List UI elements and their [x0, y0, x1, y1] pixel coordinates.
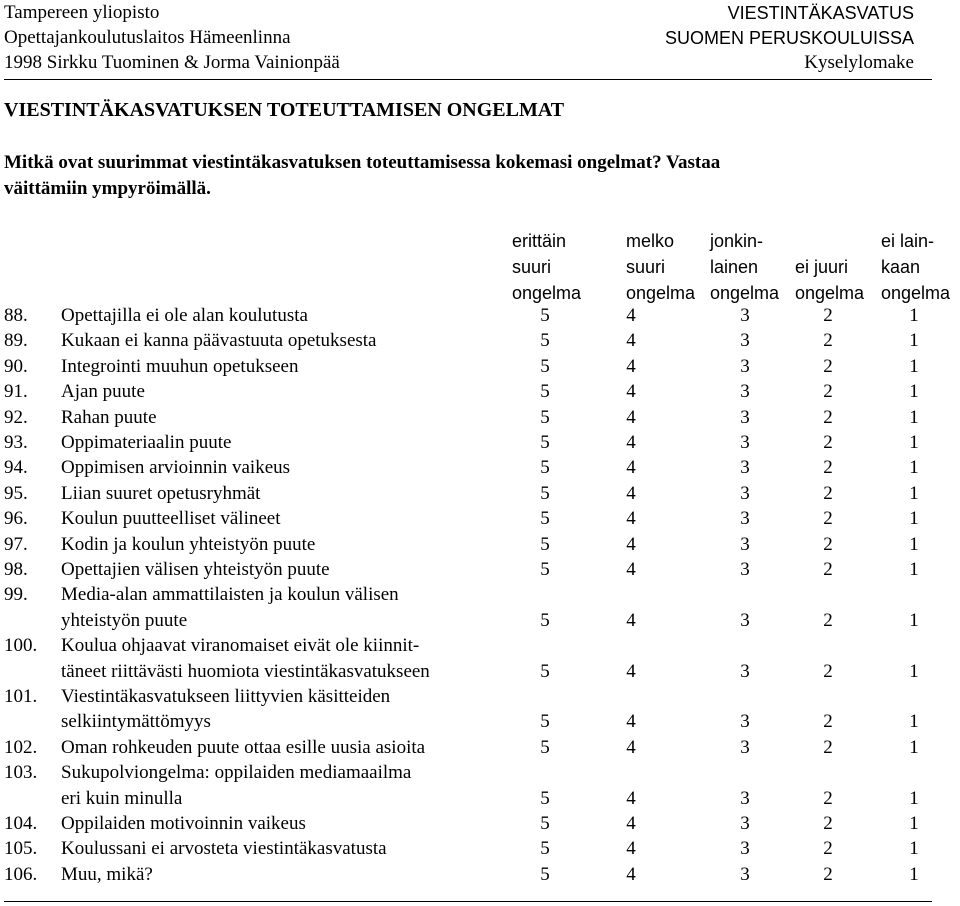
question-number: 92. [4, 406, 28, 428]
question-row [4, 557, 960, 582]
question-row [4, 481, 960, 506]
question-number: 94. [4, 457, 28, 479]
question-row [4, 354, 960, 379]
scale-option-5[interactable]: 5 [540, 406, 550, 428]
column-header-some: jonkin- lainen ongelma [710, 231, 780, 303]
scale-option-3[interactable]: 3 [740, 457, 750, 479]
question-number: 103. [4, 762, 38, 784]
scale-option-5[interactable]: 5 [540, 533, 550, 555]
scale-option-4[interactable]: 4 [626, 305, 636, 326]
scale-option-2[interactable]: 2 [823, 406, 833, 428]
scale-option-2[interactable]: 2 [823, 533, 833, 555]
scale-option-3[interactable]: 3 [740, 381, 750, 403]
scale-option-2[interactable]: 2 [823, 660, 833, 682]
scale-option-4[interactable]: 4 [626, 711, 636, 733]
scale-option-4[interactable]: 4 [626, 330, 636, 352]
scale-option-1[interactable]: 1 [909, 508, 919, 530]
scale-option-3[interactable]: 3 [740, 355, 750, 377]
scale-option-5[interactable]: 5 [540, 355, 550, 377]
question-row [4, 735, 960, 760]
question-text: Opettajilla ei ole alan koulutusta [61, 305, 308, 326]
question-number: 97. [4, 533, 28, 555]
column-header-not-at-all: ei lain- kaan ongelma [881, 231, 951, 303]
question-row [4, 303, 960, 328]
question-number: 88. [4, 305, 28, 326]
scale-option-1[interactable]: 1 [909, 457, 919, 479]
scale-option-2[interactable]: 2 [823, 305, 833, 326]
scale-option-5[interactable]: 5 [540, 838, 550, 860]
question-text: täneet riittävästi huomiota viestintäkasvatukseen [61, 660, 430, 682]
scale-option-2[interactable]: 2 [823, 711, 833, 733]
scale-option-3[interactable]: 3 [740, 482, 750, 504]
scale-option-1[interactable]: 1 [909, 482, 919, 504]
question-row [4, 328, 960, 353]
scale-option-1[interactable]: 1 [909, 432, 919, 453]
question-text: Liian suuret opetusryhmät [61, 482, 261, 504]
scale-option-1[interactable]: 1 [909, 305, 919, 326]
scale-option-5[interactable]: 5 [540, 508, 550, 530]
question-row [4, 836, 960, 861]
question-row [4, 405, 960, 430]
scale-option-3[interactable]: 3 [740, 838, 750, 860]
scale-option-3[interactable]: 3 [740, 711, 750, 733]
scale-option-1[interactable]: 1 [909, 559, 919, 580]
header-divider [4, 79, 932, 80]
question-text: Koulussani ei arvosteta viestintäkasvatusta [61, 838, 387, 860]
header-subject: VIESTINTÄKASVATUS [727, 3, 914, 23]
header-university: Tampereen yliopisto [4, 2, 160, 23]
question-number: 98. [4, 559, 28, 580]
scale-option-2[interactable]: 2 [823, 787, 833, 809]
question-row [4, 430, 960, 455]
scale-option-3[interactable]: 3 [740, 508, 750, 530]
scale-option-1[interactable]: 1 [909, 736, 919, 758]
question-row [4, 811, 960, 836]
scale-option-2[interactable]: 2 [823, 457, 833, 479]
scale-option-5[interactable]: 5 [540, 559, 550, 580]
question-number: 96. [4, 508, 28, 530]
scale-option-5[interactable]: 5 [540, 457, 550, 479]
scale-option-3[interactable]: 3 [740, 533, 750, 555]
question-text: Oppimisen arvioinnin vaikeus [61, 457, 291, 479]
scale-option-3[interactable]: 3 [740, 736, 750, 758]
scale-option-5[interactable]: 5 [540, 305, 550, 326]
scale-option-4[interactable]: 4 [626, 406, 636, 428]
scale-option-3[interactable]: 3 [740, 660, 750, 682]
header-authors: 1998 Sirkku Tuominen & Jorma Vainionpää [4, 52, 340, 73]
question-text: Kukaan ei kanna päävastuuta opetuksesta [61, 330, 377, 352]
scale-option-5[interactable]: 5 [540, 482, 550, 504]
question-text: Koulua ohjaavat viranomaiset eivät ole kiinnit- [61, 635, 420, 657]
scale-option-4[interactable]: 4 [626, 863, 636, 885]
scale-option-4[interactable]: 4 [626, 381, 636, 403]
question-text: eri kuin minulla [61, 787, 183, 809]
scale-option-4[interactable]: 4 [626, 508, 636, 530]
footer-divider [4, 901, 932, 902]
scale-option-1[interactable]: 1 [909, 406, 919, 428]
question-row [4, 633, 960, 684]
question-number: 105. [4, 838, 38, 860]
scale-option-3[interactable]: 3 [740, 432, 750, 453]
question-number: 104. [4, 813, 38, 834]
scale-option-1[interactable]: 1 [909, 838, 919, 860]
question-number: 89. [4, 330, 28, 352]
column-header-very-big: erittäin suuri ongelma [512, 231, 582, 303]
scale-option-5[interactable]: 5 [540, 330, 550, 352]
question-text: Sukupolviongelma: oppilaiden mediamaailma [61, 762, 412, 784]
question-text: Rahan puute [61, 406, 157, 428]
scale-option-2[interactable]: 2 [823, 330, 833, 352]
question-text: Muu, mikä? [61, 863, 153, 885]
question-row [4, 582, 960, 633]
question-number: 100. [4, 635, 38, 657]
question-row [4, 379, 960, 404]
scale-option-5[interactable]: 5 [540, 787, 550, 809]
scale-option-5[interactable]: 5 [540, 660, 550, 682]
scale-option-3[interactable]: 3 [740, 813, 750, 834]
scale-option-1[interactable]: 1 [909, 533, 919, 555]
question-text: Integrointi muuhun opetukseen [61, 355, 299, 377]
question-number: 101. [4, 686, 38, 707]
scale-option-5[interactable]: 5 [540, 432, 550, 453]
scale-option-1[interactable]: 1 [909, 813, 919, 834]
scale-option-3[interactable]: 3 [740, 609, 750, 631]
scale-option-2[interactable]: 2 [823, 813, 833, 834]
scale-option-2[interactable]: 2 [823, 609, 833, 631]
question-number: 106. [4, 863, 38, 885]
question-text: yhteistyön puute [61, 609, 188, 631]
scale-option-2[interactable]: 2 [823, 863, 833, 885]
question-text: Koulun puutteelliset välineet [61, 508, 281, 530]
scale-option-2[interactable]: 2 [823, 559, 833, 580]
scale-option-4[interactable]: 4 [626, 813, 636, 834]
instructions-line-1: Mitkä ovat suurimmat viestintäkasvatuksen toteuttamisessa kokemasi ongelmat? Vastaa [4, 152, 721, 173]
header-form-type: Kyselylomake [804, 52, 914, 73]
scale-option-2[interactable]: 2 [823, 508, 833, 530]
scale-option-5[interactable]: 5 [540, 813, 550, 834]
scale-option-4[interactable]: 4 [626, 355, 636, 377]
scale-option-2[interactable]: 2 [823, 736, 833, 758]
question-row [4, 760, 960, 811]
question-row [4, 532, 960, 557]
scale-option-1[interactable]: 1 [909, 381, 919, 403]
scale-option-4[interactable]: 4 [626, 432, 636, 453]
scale-option-4[interactable]: 4 [626, 457, 636, 479]
scale-option-4[interactable]: 4 [626, 559, 636, 580]
scale-option-1[interactable]: 1 [909, 355, 919, 377]
scale-option-5[interactable]: 5 [540, 863, 550, 885]
question-row [4, 506, 960, 531]
scale-option-2[interactable]: 2 [823, 432, 833, 453]
scale-option-4[interactable]: 4 [626, 660, 636, 682]
column-header-hardly: ei juuri ongelma [795, 257, 865, 303]
scale-option-5[interactable]: 5 [540, 736, 550, 758]
scale-option-2[interactable]: 2 [823, 838, 833, 860]
question-text: Viestintäkasvatukseen liittyvien käsitteiden [61, 686, 391, 707]
scale-option-3[interactable]: 3 [740, 406, 750, 428]
scale-option-4[interactable]: 4 [626, 787, 636, 809]
column-header-fairly-big: melko suuri ongelma [626, 231, 696, 303]
scale-option-2[interactable]: 2 [823, 482, 833, 504]
question-text: selkiintymättömyys [61, 711, 211, 733]
question-number: 90. [4, 355, 28, 377]
scale-option-3[interactable]: 3 [740, 305, 750, 326]
instructions-line-2: väittämiin ympyröimällä. [4, 178, 211, 199]
question-text: Oppilaiden motivoinnin vaikeus [61, 813, 306, 834]
scale-option-4[interactable]: 4 [626, 736, 636, 758]
scale-option-1[interactable]: 1 [909, 609, 919, 631]
question-number: 102. [4, 736, 38, 758]
scale-option-2[interactable]: 2 [823, 381, 833, 403]
question-number: 91. [4, 381, 28, 403]
scale-option-3[interactable]: 3 [740, 330, 750, 352]
question-text: Opettajien välisen yhteistyön puute [61, 559, 330, 580]
question-number: 95. [4, 482, 28, 504]
question-text: Oman rohkeuden puute ottaa esille uusia asioita [61, 736, 426, 758]
question-text: Media-alan ammattilaisten ja koulun välisen [61, 584, 399, 606]
scale-option-3[interactable]: 3 [740, 559, 750, 580]
scale-option-1[interactable]: 1 [909, 787, 919, 809]
scale-option-3[interactable]: 3 [740, 863, 750, 885]
question-text: Kodin ja koulun yhteistyön puute [61, 533, 316, 555]
scale-option-4[interactable]: 4 [626, 533, 636, 555]
scale-option-1[interactable]: 1 [909, 330, 919, 352]
section-title: VIESTINTÄKASVATUKSEN TOTEUTTAMISEN ONGELMAT [4, 99, 565, 121]
question-row [4, 455, 960, 480]
scale-option-5[interactable]: 5 [540, 609, 550, 631]
scale-option-2[interactable]: 2 [823, 355, 833, 377]
scale-option-1[interactable]: 1 [909, 863, 919, 885]
question-text: Ajan puute [61, 381, 145, 403]
header-subject-scope: SUOMEN PERUSKOULUISSA [664, 28, 914, 48]
question-text: Oppimateriaalin puute [61, 432, 232, 453]
scale-option-5[interactable]: 5 [540, 711, 550, 733]
question-row [4, 684, 960, 735]
scale-option-5[interactable]: 5 [540, 381, 550, 403]
scale-option-1[interactable]: 1 [909, 711, 919, 733]
header-department: Opettajankoulutuslaitos Hämeenlinna [4, 27, 291, 48]
question-number: 93. [4, 432, 28, 453]
scale-option-4[interactable]: 4 [626, 609, 636, 631]
question-row [4, 862, 960, 887]
scale-option-4[interactable]: 4 [626, 482, 636, 504]
scale-option-1[interactable]: 1 [909, 660, 919, 682]
scale-option-3[interactable]: 3 [740, 787, 750, 809]
question-number: 99. [4, 584, 28, 606]
scale-option-4[interactable]: 4 [626, 838, 636, 860]
